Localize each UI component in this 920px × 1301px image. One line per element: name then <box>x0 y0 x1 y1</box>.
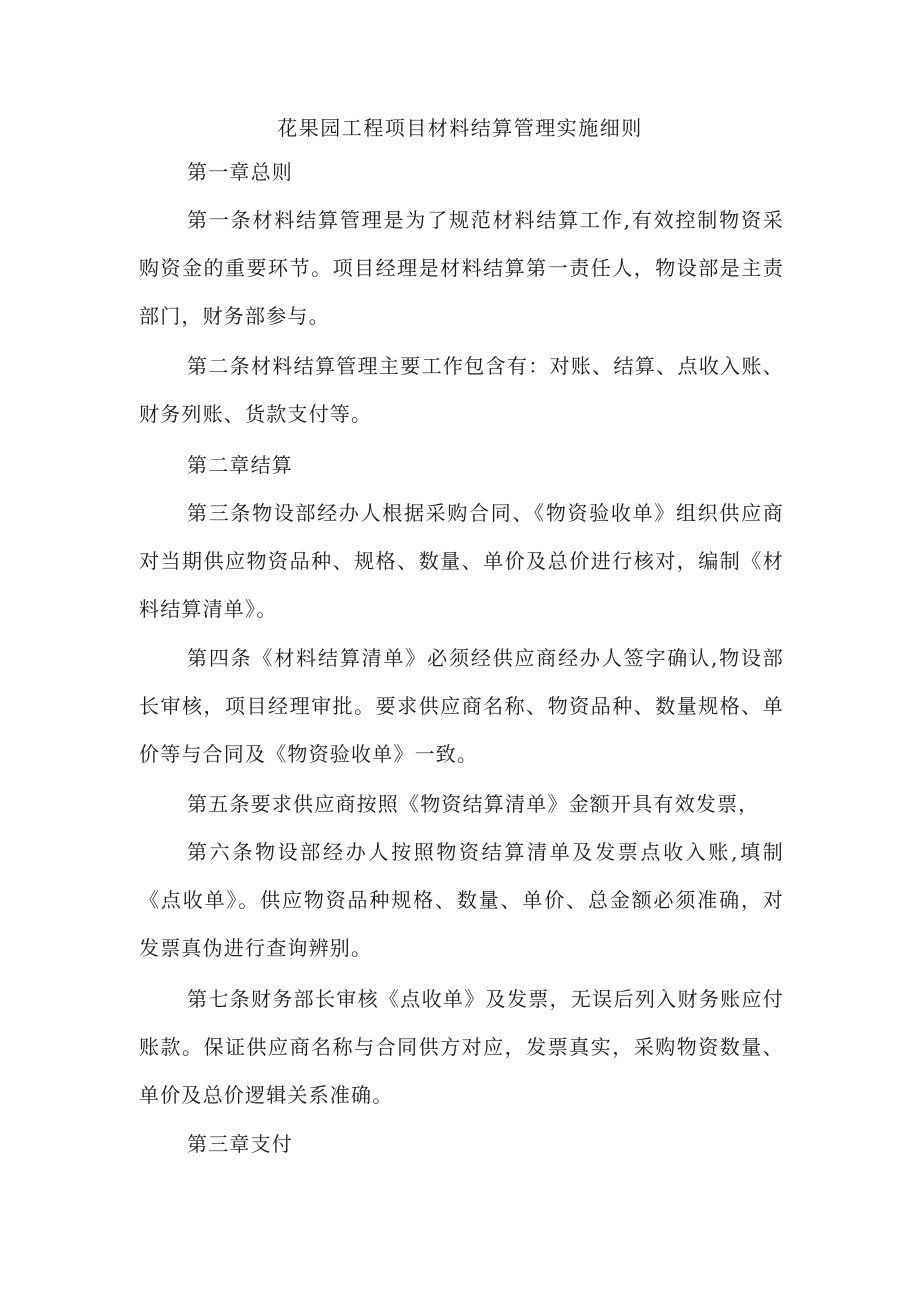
article-4: 第四条《材料结算清单》必须经供应商经办人签字确认,物设部长审核，项目经理审批。要求供应商名称、物资品种、数量规格、单价等与合同及《物资验收单》一致。 <box>139 646 784 766</box>
article-6: 第六条物设部经办人按照物资结算清单及发票点收入账,填制《点收单》。供应物资品种规格、数量、单价、总金额必须准确，对发票真伪进行查询辨别。 <box>139 840 784 960</box>
chapter-heading-payment: 第三章支付 <box>187 1132 293 1156</box>
article-3: 第三条物设部经办人根据采购合同、《物资验收单》组织供应商对当期供应物资品种、规格、数量、单价及总价进行核对，编制《材料结算清单》。 <box>139 501 784 621</box>
article-7: 第七条财务部长审核《点收单》及发票，无误后列入财务账应付账款。保证供应商名称与合同供方对应，发票真实，采购物资数量、单价及总价逻辑关系准确。 <box>139 987 784 1107</box>
chapter-heading-settlement: 第二章结算 <box>187 453 293 477</box>
document-title: 花果园工程项目材料结算管理实施细则 <box>277 116 643 140</box>
article-5: 第五条要求供应商按照《物资结算清单》金额开具有效发票， <box>187 792 760 816</box>
article-1: 第一条材料结算管理是为了规范材料结算工作,有效控制物资采购资金的重要环节。项目经理是材料结算第一责任人，物设部是主责部门，财务部参与。 <box>139 208 784 328</box>
chapter-heading-general: 第一章总则 <box>187 160 293 184</box>
article-2: 第二条材料结算管理主要工作包含有：对账、结算、点收入账、财务列账、货款支付等。 <box>139 354 784 426</box>
